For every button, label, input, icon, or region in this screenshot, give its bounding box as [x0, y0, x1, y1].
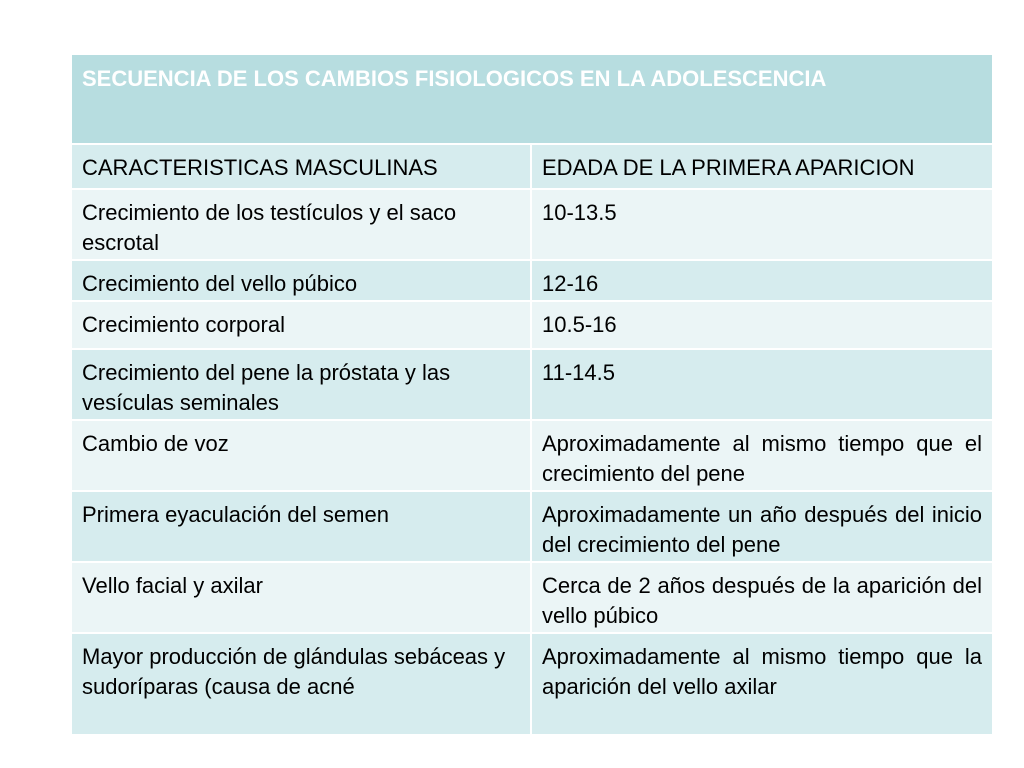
column-header-characteristics: CARACTERISTICAS MASCULINAS [72, 145, 532, 190]
cell-age: 12-16 [532, 261, 992, 302]
cell-age: Aproximadamente al mismo tiempo que el crecimiento del pene [532, 421, 992, 492]
cell-characteristic: Mayor producción de glándulas sebáceas y sudoríparas (causa de acné [72, 634, 532, 736]
table-header-row [72, 145, 992, 190]
cell-characteristic: Vello facial y axilar [72, 563, 532, 634]
cell-characteristic: Crecimiento del pene la próstata y las vesículas seminales [72, 350, 532, 421]
cell-characteristic: Crecimiento corporal [72, 302, 532, 350]
table-row [72, 302, 992, 350]
table-row [72, 634, 992, 736]
table-title-row [72, 55, 992, 145]
table-title: SECUENCIA DE LOS CAMBIOS FISIOLOGICOS EN LA ADOLESCENCIA [72, 55, 992, 145]
cell-age: Cerca de 2 años después de la aparición del vello púbico [532, 563, 992, 634]
cell-age: 10-13.5 [532, 190, 992, 261]
cell-age: Aproximadamente al mismo tiempo que la aparición del vello axilar [532, 634, 992, 736]
column-header-age: EDADA DE LA PRIMERA APARICION [532, 145, 992, 190]
cell-age: Aproximadamente un año después del inicio del crecimiento del pene [532, 492, 992, 563]
cell-age: 11-14.5 [532, 350, 992, 421]
table-row [72, 261, 992, 302]
cell-characteristic: Cambio de voz [72, 421, 532, 492]
table-row [72, 190, 992, 261]
cell-characteristic: Crecimiento de los testículos y el saco escrotal [72, 190, 532, 261]
table-row [72, 421, 992, 492]
table-row [72, 350, 992, 421]
physiological-changes-table [72, 55, 992, 736]
table-row [72, 492, 992, 563]
cell-characteristic: Crecimiento del vello púbico [72, 261, 532, 302]
cell-characteristic: Primera eyaculación del semen [72, 492, 532, 563]
table-row [72, 563, 992, 634]
cell-age: 10.5-16 [532, 302, 992, 350]
